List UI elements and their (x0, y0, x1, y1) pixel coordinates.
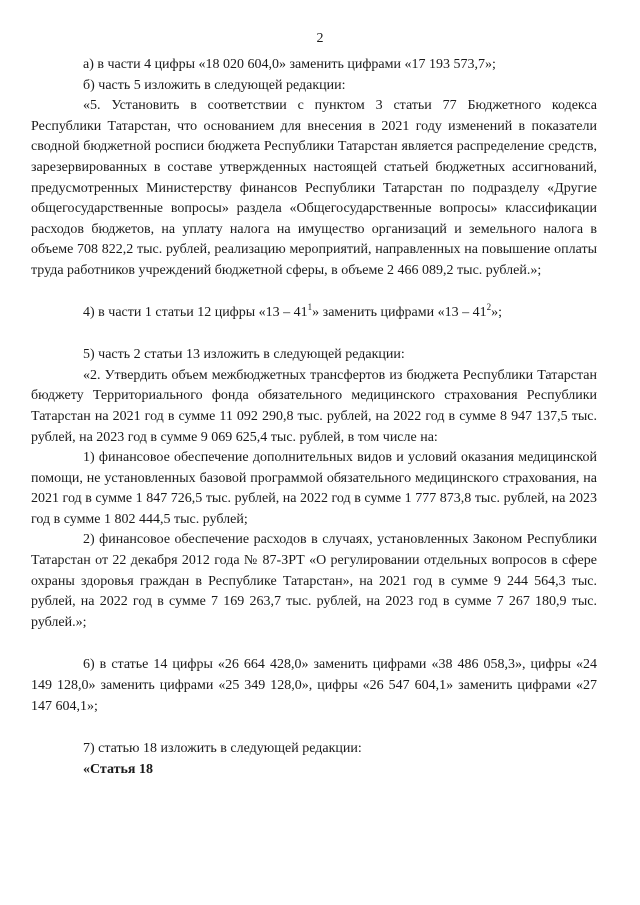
quoted-part-5-text: «5. Установить в соответствии с пунктом 3 статьи 77 Бюджетного кодекса Республики Татарстан, что основанием для внесения в 2021 году изменений в показатели сводной бюджетной росписи бюджета Республики Татарстан является распределение средств, зарезервированных в составе утвержденных настоящей статьей бюджетных ассигнований, предусмотренных Министерству финансов Республики Татарстан по подразделу «Другие общегосударственные вопросы» раздела «Общегосударственные вопросы» классификации расходов бюджетов, на уплату налога на имущество организаций и земельного налога в объеме 708 822,2 тыс. рублей, реализацию мероприятий, направленных на повышение оплаты труда работников учреждений бюджетной сферы, в объеме 2 466 089,2 тыс. рублей.»; (31, 98, 597, 278)
list-item-1-text: 1) финансовое обеспечение дополнительных видов и условий оказания медицинской помощи, не установленных базовой программой обязательного медицинского страхования, на 2021 год в сумме 1 847 726,5 тыс. рублей, на 2022 год в сумме 1 777 873,8 тыс. рублей, на 2023 год в сумме 1 802 444,5 тыс. рублей; (31, 450, 597, 527)
paragraph-5-text: 5) часть 2 статьи 13 изложить в следующей редакции: (83, 347, 405, 363)
paragraph-4-text-post: »; (491, 304, 502, 320)
paragraph-b-text: б) часть 5 изложить в следующей редакции: (83, 77, 346, 93)
superscript-2: 2 (486, 301, 492, 312)
paragraph-4-text-pre: 4) в части 1 статьи 12 цифры «13 – 41 (83, 304, 308, 320)
list-item-1 (31, 448, 597, 530)
article-heading (83, 760, 597, 781)
paragraph-7-text: 7) статью 18 изложить в следующей редакции: (83, 741, 362, 757)
page-number: 2 (316, 31, 324, 46)
paragraph-a (83, 55, 597, 76)
paragraph-4 (83, 303, 597, 324)
paragraph-6 (31, 655, 597, 717)
quoted-part-2-text: «2. Утвердить объем межбюджетных трансфертов из бюджета Республики Татарстан бюджету Территориального фонда обязательного медицинского страхования Республики Татарстан на 2021 год в сумме 11 092 290,8 тыс. рублей, на 2022 год в сумме 8 947 137,5 тыс. рублей, на 2023 год в сумме 9 069 625,4 тыс. рублей, в том числе на: (31, 367, 597, 445)
paragraph-4-text-mid: » заменить цифрами «13 – 41 (312, 304, 487, 320)
quoted-part-5 (31, 96, 597, 281)
quoted-part-2 (31, 366, 597, 448)
paragraph-5 (83, 345, 597, 366)
article-heading-text: «Статья 18 (83, 761, 153, 777)
superscript-1: 1 (307, 301, 313, 312)
paragraph-b (83, 76, 597, 97)
document-body (31, 55, 597, 780)
list-item-2 (31, 530, 597, 633)
list-item-2-text: 2) финансовое обеспечение расходов в случаях, установленных Законом Республики Татарстан от 22 декабря 2012 года № 87-ЗРТ «О регулировании отдельных вопросов в сфере охраны здоровья граждан в Республике Татарстан», на 2021 год в сумме 9 244 564,3 тыс. рублей, на 2022 год в сумме 7 169 263,7 тыс. рублей, на 2023 год в сумме 7 267 180,9 тыс. рублей.»; (31, 532, 597, 630)
paragraph-7 (83, 739, 597, 760)
paragraph-a-text: а) в части 4 цифры «18 020 604,0» заменить цифрами «17 193 573,7»; (83, 57, 496, 72)
paragraph-6-text: 6) в статье 14 цифры «26 664 428,0» заменить цифрами «38 486 058,3», цифры «24 149 128,0» заменить цифрами «25 349 128,0», цифры «26 547 604,1» заменить цифрами «27 147 604,1»; (31, 657, 597, 714)
